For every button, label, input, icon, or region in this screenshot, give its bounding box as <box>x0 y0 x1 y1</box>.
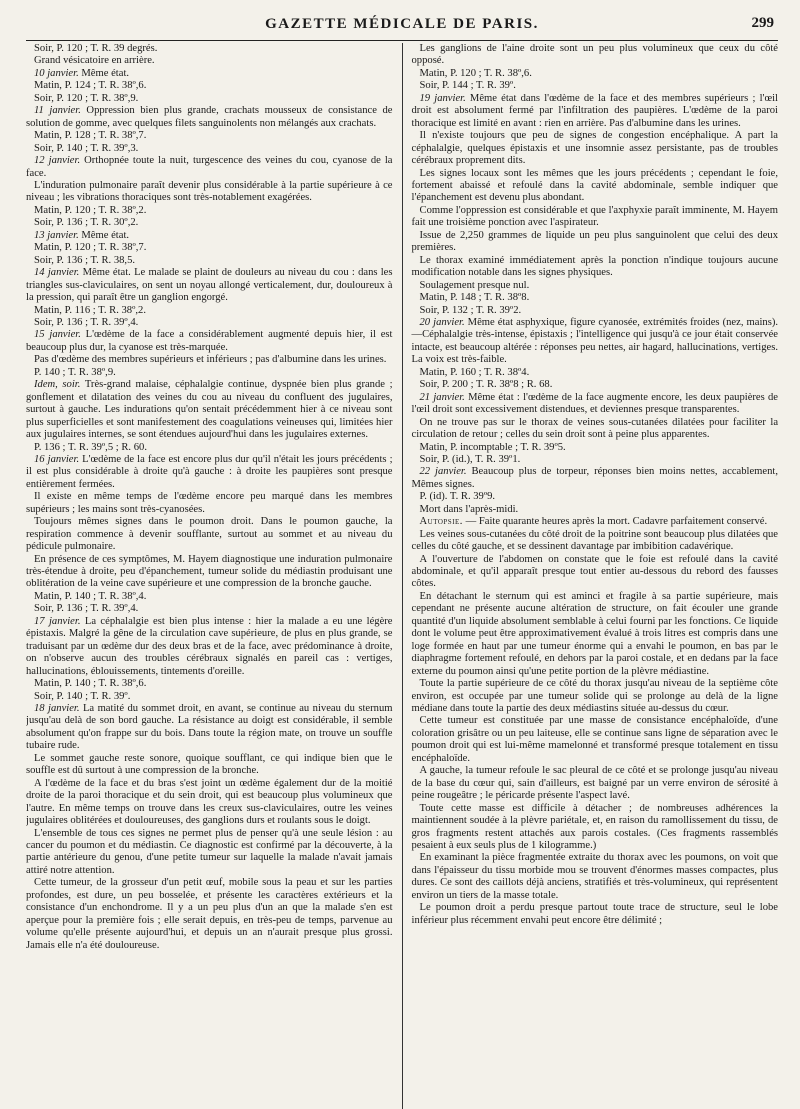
paragraph <box>26 367 393 379</box>
paragraph <box>26 703 393 753</box>
paragraph <box>412 491 779 503</box>
paragraph <box>26 80 393 92</box>
date-label: 14 janvier. <box>34 267 80 279</box>
paragraph <box>412 529 779 554</box>
paragraph <box>26 68 393 80</box>
paragraph <box>412 130 779 167</box>
paragraph-text: Grand vésicatoire en arrière. <box>34 55 155 67</box>
paragraph-text: Même état. <box>78 67 130 79</box>
paragraph <box>412 417 779 442</box>
date-label: 21 janvier. <box>419 391 465 403</box>
paragraph <box>412 205 779 230</box>
paragraph-text: Il n'existe toujours que peu de signes de congestion encéphalique. A part la céphalalgie, quelques épistaxis et une insomnie assez persistante, pas de troubles cérébraux proprement dits. <box>411 130 779 167</box>
text-columns <box>26 43 778 1109</box>
paragraph <box>26 591 393 603</box>
date-label: 18 janvier. <box>34 703 80 715</box>
paragraph-text: P. (id). T. R. 39º9. <box>419 491 496 503</box>
paragraph <box>412 678 779 715</box>
paragraph <box>412 68 779 80</box>
paragraph <box>412 803 779 853</box>
paragraph <box>26 305 393 317</box>
paragraph <box>412 392 779 417</box>
paragraph-text: L'œdème de la face est encore plus dur qu'il n'était les jours précédents ; il est plus considérable à droite qu'à gauche : à droite les paupières sont presque entièrement fermées. <box>26 453 393 490</box>
date-label: 11 janvier. <box>34 105 81 117</box>
paragraph <box>26 877 393 952</box>
paragraph-text: Même état : l'œdème de la face augmente encore, les deux paupières de l'œil droit sont excessivement distendues, et deviennes presque transparentes. <box>411 391 779 416</box>
paragraph <box>412 43 779 68</box>
paragraph <box>412 305 779 317</box>
paragraph-text: Pas d'œdème des membres supérieurs et inférieurs ; pas d'albumine dans les urines. <box>34 354 387 366</box>
paragraph <box>26 778 393 828</box>
paragraph-text: Matin, P. 116 ; T. R. 38º,2. <box>34 304 146 316</box>
page-number: 299 <box>751 15 774 31</box>
paragraph <box>412 454 779 466</box>
paragraph <box>26 93 393 105</box>
date-label: 10 janvier. <box>34 67 79 79</box>
paragraph <box>26 43 393 55</box>
paragraph <box>26 379 393 441</box>
paragraph-text: Soir, P. 140 ; T. R. 39º,3. <box>34 142 139 154</box>
date-label: 15 janvier. <box>34 329 81 341</box>
date-label: 13 janvier. <box>34 229 79 241</box>
paragraph-text: Soir, P. 120 ; T. R. 38º,9. <box>34 92 139 104</box>
paragraph <box>26 180 393 205</box>
paragraph-text: Soir, P. 200 ; T. R. 38º8 ; R. 68. <box>419 379 553 391</box>
paragraph-text: Matin, P. 140 ; T. R. 38º,6. <box>34 678 147 690</box>
paragraph-text: Très-grand malaise, céphalalgie continue, dyspnée bien plus grande ; gonflement et dilatation des veines du cou au niveau du confluent des jugulaires, surtout à gauche. Les indurations qu'on sentait précédemment hier à ce niveau sont plus superficielles et sont manifestement des coagulations veineuses qui, limitées hier aux jugulaires internes, se sont étendues aujourd'hui dans les jugulaires externes. <box>26 379 393 441</box>
paragraph-text: Cette tumeur est constituée par une masse de consistance encéphaloïde, d'une coloration grisâtre ou un peu laiteuse, elle se continue sans ligne de séparation avec le poumon droit qui est lui-même mamelonné et transformé presque totalement en tissu encéphaloïde. <box>411 715 779 764</box>
paragraph-text: Soir, P. 120 ; T. R. 39 degrés. <box>34 43 158 54</box>
paragraph-text: Oppression bien plus grande, crachats mousseux de consistance de solution de gomme, avec quelques filets sanguinolents non mélangés aux crachats. <box>26 105 393 129</box>
paragraph-text: L'induration pulmonaire paraît devenir plus considérable à la partie supérieure à ce niveau ; les vibrations thoraciques sont très-notablement exagérées. <box>26 179 393 204</box>
paragraph-text: A l'œdème de la face et du bras s'est joint un œdème également dur de la moitié droite de la paroi thoracique et du sein droit, qui est beaucoup plus volumineux que l'autre. En même temps on trouve dans les creux sus-claviculaires, outre les veines jugulaires oblitérées et douloureuses, des ganglions durs et roulants sous le doigt. <box>26 777 393 827</box>
paragraph-text: Même état. Le malade se plaint de douleurs au niveau du cou : dans les triangles sus-claviculaires, on sent un noyau allongé verticalement, dur, douloureux à la pression, qui paraît être un ganglion engorgé. <box>26 267 393 304</box>
paragraph-text: Même état. <box>78 229 130 241</box>
journal-title: GAZETTE MÉDICALE DE PARIS. <box>265 16 539 32</box>
paragraph-text: Soir, P. 132 ; T. R. 39º2. <box>419 304 522 316</box>
paragraph <box>26 242 393 254</box>
paragraph-text: La matité du sommet droit, en avant, se continue au niveau du sternum jusqu'au delà de son bord gauche. La résistance au doigt est considérable, il semble absolument qu'on frappe sur du bois. Dans toute la région mate, on trouve un souffle tubaire rude. <box>26 703 393 752</box>
paragraph-text: Matin, P. 148 ; T. R. 38º8. <box>419 292 530 304</box>
paragraph <box>412 516 779 528</box>
date-label: 19 janvier. <box>419 92 466 104</box>
paragraph-text: Matin, P. 120 ; T. R. 38º,7. <box>34 242 147 254</box>
paragraph-text: Toujours mêmes signes dans le poumon droit. Dans le poumon gauche, la respiration commence à devenir soufflante, surtout au sommet et au niveau du pédicule pulmonaire. <box>26 516 393 553</box>
paragraph-text: Soir, P. 136 ; T. R. 39º,4. <box>34 603 139 615</box>
paragraph <box>412 765 779 802</box>
paragraph-text: Le thorax examiné immédiatement après la ponction n'indique toujours aucune modification notable dans les signes physiques. <box>411 254 779 279</box>
paragraph <box>26 691 393 703</box>
paragraph <box>26 678 393 690</box>
paragraph <box>412 255 779 280</box>
paragraph-text: Matin, P. 120 ; T. R. 38º,2. <box>34 204 147 216</box>
paragraph-text: Les signes locaux sont les mêmes que les jours précédents ; cependant le foie, fortement abaissé et refoulé dans la cavité abdominale, semble indiquer que l'épanchement est devenu plus abondant. <box>411 167 779 204</box>
paragraph <box>412 379 779 391</box>
paragraph <box>412 715 779 765</box>
paragraph <box>26 130 393 142</box>
paragraph-text: Les ganglions de l'aine droite sont un peu plus volumineux que ceux du côté opposé. <box>411 43 779 67</box>
paragraph <box>26 55 393 67</box>
paragraph <box>412 168 779 205</box>
paragraph-text: Soir, P. 136 ; T. R. 38,5. <box>34 254 136 266</box>
paragraph-text: A l'ouverture de l'abdomen on constate que le foie est refoulé dans la cavité abdominale, et qu'il apparaît presque tout entier au-dessous du rebord des fausses côtes. <box>411 553 779 590</box>
paragraph-text: Matin, P. 160 ; T. R. 38º4. <box>419 366 530 378</box>
paragraph <box>26 554 393 591</box>
paragraph <box>412 80 779 92</box>
date-label: 22 janvier. <box>419 466 467 478</box>
paragraph-text: Soir, P. 136 ; T. R. 39º,4. <box>34 316 139 328</box>
paragraph <box>26 217 393 229</box>
paragraph-text: Même état asphyxique, figure cyanosée, extrémités froides (nez, mains). —Céphalalgie très-intense, épistaxis ; l'intelligence qui jusqu'à ce jour était conservée intacte, est beaucoup altérée : réponses peu nettes, air hagard, hallucinations, vertiges. La voix est très-faible. <box>411 316 779 366</box>
paragraph <box>26 267 393 304</box>
header-rule <box>26 40 778 41</box>
paragraph <box>26 143 393 155</box>
paragraph-text: La céphalalgie est bien plus intense : hier la malade a eu une légère épistaxis. Malgré la gêne de la circulation cave supérieure, de plus en plus grande, se traduisant par un œdème dur des deux bras et de la face, avec prédominance à droite, on n'observe aucun des troubles cérébraux signalés en pareil cas : vertiges, hallucinations, éblouissements, tintements d'oreille. <box>26 615 393 677</box>
paragraph-text: Soir, P. (id.), T. R. 39º1. <box>419 453 521 465</box>
paragraph <box>26 329 393 354</box>
paragraph <box>26 317 393 329</box>
paragraph-text: Matin, P. 124 ; T. R. 38º,6. <box>34 80 147 92</box>
paragraph <box>412 230 779 255</box>
paragraph <box>26 616 393 678</box>
paragraph <box>26 454 393 491</box>
paragraph <box>26 516 393 553</box>
paragraph-text: Même état dans l'œdème de la face et des membres supérieurs ; l'œil droit est absolument fermé par l'infiltration des paupières. L'œdème de la paroi thoracique est limité en avant : rien en arrière. Pas d'albumine dans les urines. <box>411 92 779 129</box>
paragraph-text: Le poumon droit a perdu presque partout toute trace de structure, seul le lobe inférieur plus récemment envahi peut encore être délimité ; <box>411 902 779 926</box>
paragraph <box>26 105 393 130</box>
paragraph <box>412 902 779 927</box>
paragraph-text: Matin, P. 140 ; T. R. 38º,4. <box>34 590 147 602</box>
paragraph-text: En examinant la pièce fragmentée extraite du thorax avec les poumons, on voit que dans l'épaisseur du tissu morbide mou se trouvent d'énormes masses compactes, plus dures. Ce sont des caillots déjà anciens, stratifiés et très-volumineux, qui représentent environ un tiers de la masse totale. <box>411 852 779 901</box>
left-column <box>26 43 402 1109</box>
paragraph-text: Soir, P. 140 ; T. R. 39º. <box>34 690 131 702</box>
paragraph-text: P. 140 ; T. R. 38º,9. <box>34 366 116 378</box>
date-label: 20 janvier. <box>419 316 465 328</box>
paragraph <box>26 603 393 615</box>
paragraph-text: Soir, P. 136 ; T. R. 30º,2. <box>34 217 139 229</box>
paragraph <box>412 852 779 902</box>
paragraph <box>412 367 779 379</box>
paragraph <box>412 442 779 454</box>
paragraph <box>412 504 779 516</box>
paragraph-text: Beaucoup plus de torpeur, réponses bien moins nettes, accablement, Mêmes signes. <box>411 466 779 490</box>
paragraph-text: Toute la partie supérieure de ce côté du thorax jusqu'au niveau de la septième côte environ, est occupée par une tumeur solide qui se prolonge au delà de la ligne médiane dans toute la partie des deux médiastins située au-dessus du cœur. <box>411 678 779 715</box>
paragraph-text: — Faite quarante heures après la mort. Cadavre parfaitement conservé. <box>462 516 768 528</box>
paragraph-text: Issue de 2,250 grammes de liquide un peu plus sanguinolent que celui des deux premières. <box>411 229 779 254</box>
paragraph-text: Matin, P. incomptable ; T. R. 39º5. <box>419 441 566 453</box>
paragraph <box>412 466 779 491</box>
paragraph-text: Matin, P. 128 ; T. R. 38º,7. <box>34 130 147 142</box>
section-heading: Autopsie. <box>419 516 463 528</box>
paragraph <box>26 230 393 242</box>
page-header <box>26 14 778 36</box>
paragraph <box>412 280 779 292</box>
paragraph-text: Toute cette masse est difficile à détacher ; de nombreuses adhérences la maintiennent soudée à la plèvre pariétale, et, en raison du ramollissement du tissu, de gros fragments restent attachés aux parois costales. (Ces fragments rassemblés pesaient à eux seuls plus de 1 kilogramme.) <box>411 802 779 851</box>
paragraph-text: Soulagement presque nul. <box>419 279 530 291</box>
paragraph-text: Le sommet gauche reste sonore, quoique soufflant, ce qui indique bien que le souffle est dû surtout à une compression de la bronche. <box>26 752 393 777</box>
paragraph-text: Il existe en même temps de l'œdème encore peu marqué dans les membres supérieurs ; les mains sont très-cyanosées. <box>26 491 393 515</box>
paragraph-text: P. 136 ; T. R. 39º,5 ; R. 60. <box>34 441 147 453</box>
paragraph-text: Soir, P. 144 ; T. R. 39º. <box>419 80 516 92</box>
paragraph <box>26 491 393 516</box>
paragraph <box>412 93 779 130</box>
date-label: 16 janvier. <box>34 453 80 465</box>
paragraph-text: Cette tumeur, de la grosseur d'un petit œuf, mobile sous la peau et sur les parties profondes, est dure, un peu bosselée, et présente les caractères extérieurs et la consistance d'un enchondrome. Il y a un peu plus d'un an que la malade s'en est aperçue pour la première fois ; elle serait depuis, en très-peu de temps, parvenue au volume qu'elle présente aujourd'hui, et depuis un an n'aurait presque plus grossi. Jamais elle n'a été douloureuse. <box>26 877 393 951</box>
paragraph <box>26 354 393 366</box>
paragraph <box>26 155 393 180</box>
paragraph <box>26 442 393 454</box>
paragraph <box>412 591 779 678</box>
paragraph <box>26 828 393 878</box>
paragraph-text: En détachant le sternum qui est aminci et fragile à sa partie supérieure, mais cependant ne présente aucune altération de structure, on fait écouler une grande quantité d'un liquide absolument semblable à celui fourni par les fonctions. Ce liquide dont le volume peut être approximativement évalué à trois litres est compris dans une loge formée en haut par une tumeur énorme qui a envahi le poumon, en bas par le diaphragme fortement refoulé, en dehors par la paroi costale, et en dedans par la face externe du poumon ainsi qu'une petite portion de la plèvre médiastine. <box>411 590 779 677</box>
paragraph-text: Matin, P. 120 ; T. R. 38º,6. <box>419 67 532 79</box>
paragraph-text: L'œdème de la face a considérablement augmenté depuis hier, il est beaucoup plus dur, la cyanose est très-marquée. <box>26 329 393 353</box>
paragraph-text: Orthopnée toute la nuit, turgescence des veines du cou, cyanose de la face. <box>26 155 393 179</box>
paragraph-text: On ne trouve pas sur le thorax de veines sous-cutanées dilatées pour faciliter la circulation de retour ; celles du sein droit sont à peine plus apparentes. <box>411 416 779 441</box>
paragraph-text: Les veines sous-cutanées du côté droit de la poitrine sont beaucoup plus dilatées que celles du côté gauche, et se dessinent davantage par imbibition cadavérique. <box>411 528 779 553</box>
paragraph <box>412 317 779 367</box>
right-column <box>403 43 779 1109</box>
paragraph <box>412 292 779 304</box>
date-label: 17 janvier. <box>34 615 81 627</box>
paragraph-text: En présence de ces symptômes, M. Hayem diagnostique une induration pulmonaire très-étendue à droite, peu d'épanchement, tumeur solide du médiastin produisant une oblitération de la veine cave supérieure et une compression de la bronche gauche. <box>26 553 393 590</box>
paragraph <box>26 255 393 267</box>
paragraph-text: L'ensemble de tous ces signes ne permet plus de penser qu'à une seule lésion : au cancer du poumon et du médiastin. Ce diagnostic est confirmé par la découverte, à la partie antérieure du genou, d'une petite tumeur sur laquelle la malade n'avait jamais attiré notre attention. <box>26 827 393 876</box>
paragraph-text: Mort dans l'après-midi. <box>419 503 519 515</box>
paragraph-text: A gauche, la tumeur refoule le sac pleural de ce côté et se prolonge jusqu'au niveau de la base du cœur qui, sain d'ailleurs, est baigné par un verre environ de sérosité à peine rougeâtre ; le péricarde présente l'aspect lavé. <box>411 765 779 802</box>
date-label: Idem, soir. <box>34 379 81 391</box>
paragraph <box>412 554 779 591</box>
paragraph-text: Comme l'oppression est considérable et que l'axphyxie paraît imminente, M. Hayem fait une troisième ponction avec l'aspirateur. <box>411 204 779 229</box>
paragraph <box>26 205 393 217</box>
paragraph <box>26 753 393 778</box>
date-label: 12 janvier. <box>34 155 81 167</box>
